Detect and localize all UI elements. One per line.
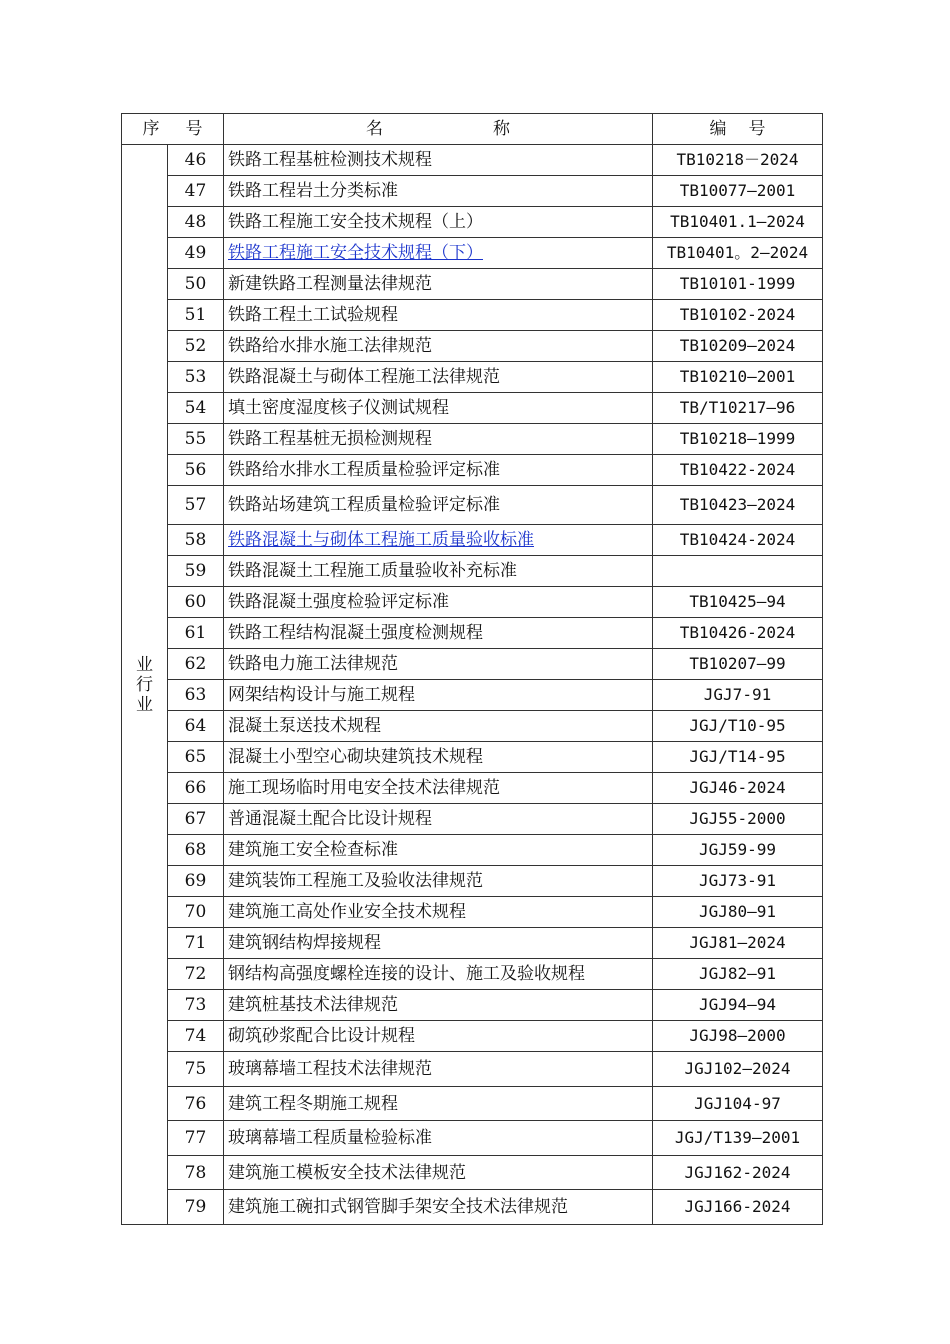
standard-name: 砌筑砂浆配合比设计规程 — [224, 1021, 653, 1052]
standard-code: JGJ/T14-95 — [653, 742, 823, 773]
standard-name: 建筑工程冬期施工规程 — [224, 1087, 653, 1121]
standard-code: TB10207—99 — [653, 649, 823, 680]
standard-name: 铁路工程结构混凝土强度检测规程 — [224, 618, 653, 649]
standard-code: JGJ81—2024 — [653, 928, 823, 959]
table-row — [122, 990, 823, 1021]
row-number: 47 — [168, 176, 224, 207]
standard-name: 建筑施工高处作业安全技术规程 — [224, 897, 653, 928]
standard-code: TB10401。2—2024 — [653, 238, 823, 269]
standard-code: JGJ/T10-95 — [653, 711, 823, 742]
standard-code: JGJ102—2024 — [653, 1052, 823, 1087]
row-number: 46 — [168, 145, 224, 176]
table-row — [122, 897, 823, 928]
standard-code: TB10424-2024 — [653, 525, 823, 556]
row-number: 79 — [168, 1190, 224, 1225]
table-row — [122, 207, 823, 238]
row-number: 51 — [168, 300, 224, 331]
table-header-row — [122, 114, 823, 145]
row-number: 70 — [168, 897, 224, 928]
standard-code: TB10425—94 — [653, 587, 823, 618]
table-row — [122, 587, 823, 618]
standard-code: TB10077—2001 — [653, 176, 823, 207]
standard-name: 铁路混凝土强度检验评定标准 — [224, 587, 653, 618]
row-number: 69 — [168, 866, 224, 897]
standard-code: JGJ80—91 — [653, 897, 823, 928]
row-number: 48 — [168, 207, 224, 238]
standard-name-cell — [224, 525, 653, 556]
category-char: 业 — [136, 654, 153, 675]
standard-name: 铁路混凝土工程施工质量验收补充标准 — [224, 556, 653, 587]
standard-code: JGJ94—94 — [653, 990, 823, 1021]
standard-name: 施工现场临时用电安全技术法律规范 — [224, 773, 653, 804]
row-number: 78 — [168, 1156, 224, 1190]
table-row — [122, 362, 823, 393]
table-row — [122, 269, 823, 300]
standard-name: 建筑施工模板安全技术法律规范 — [224, 1156, 653, 1190]
standard-name: 铁路电力施工法律规范 — [224, 649, 653, 680]
table-row — [122, 1087, 823, 1121]
table-row — [122, 711, 823, 742]
table-row — [122, 176, 823, 207]
standard-name: 建筑钢结构焊接规程 — [224, 928, 653, 959]
standard-code: JGJ82—91 — [653, 959, 823, 990]
standard-code: JGJ104-97 — [653, 1087, 823, 1121]
standard-code: TB10101-1999 — [653, 269, 823, 300]
table-row — [122, 486, 823, 525]
standard-name: 铁路站场建筑工程质量检验评定标准 — [224, 486, 653, 525]
table-row — [122, 556, 823, 587]
row-number: 72 — [168, 959, 224, 990]
standard-code: TB/T10217—96 — [653, 393, 823, 424]
standard-code: JGJ73-91 — [653, 866, 823, 897]
standard-name: 铁路混凝土与砌体工程施工法律规范 — [224, 362, 653, 393]
table-row — [122, 866, 823, 897]
standard-name: 铁路工程岩土分类标准 — [224, 176, 653, 207]
standard-name: 建筑施工安全检查标准 — [224, 835, 653, 866]
table-row — [122, 238, 823, 269]
standard-code: TB10218－2024 — [653, 145, 823, 176]
header-sequence: 序 号 — [122, 114, 224, 145]
standard-code: JGJ166-2024 — [653, 1190, 823, 1225]
table-row — [122, 742, 823, 773]
table-row — [122, 680, 823, 711]
row-number: 64 — [168, 711, 224, 742]
category-char: 业 — [136, 694, 153, 715]
table-row — [122, 1190, 823, 1225]
row-number: 73 — [168, 990, 224, 1021]
standard-code: TB10102-2024 — [653, 300, 823, 331]
table-row — [122, 649, 823, 680]
standard-name: 钢结构高强度螺栓连接的设计、施工及验收规程 — [224, 959, 653, 990]
row-number: 50 — [168, 269, 224, 300]
standard-name: 铁路给水排水施工法律规范 — [224, 331, 653, 362]
row-number: 60 — [168, 587, 224, 618]
standard-code: TB10426-2024 — [653, 618, 823, 649]
standard-name: 铁路工程基桩无损检测规程 — [224, 424, 653, 455]
table-row — [122, 773, 823, 804]
standard-code: JGJ/T139—2001 — [653, 1121, 823, 1156]
standard-code: TB10423—2024 — [653, 486, 823, 525]
row-number: 57 — [168, 486, 224, 525]
row-number: 62 — [168, 649, 224, 680]
row-number: 63 — [168, 680, 224, 711]
standard-name: 普通混凝土配合比设计规程 — [224, 804, 653, 835]
row-number: 61 — [168, 618, 224, 649]
row-number: 58 — [168, 525, 224, 556]
row-number: 65 — [168, 742, 224, 773]
standard-name-link[interactable]: 铁路工程施工安全技术规程（下） — [228, 243, 483, 263]
standard-name: 玻璃幕墙工程技术法律规范 — [224, 1052, 653, 1087]
standard-name-link[interactable]: 铁路混凝土与砌体工程施工质量验收标准 — [228, 530, 534, 550]
table-row — [122, 1052, 823, 1087]
standard-name: 铁路工程基桩检测技术规程 — [224, 145, 653, 176]
standard-code: TB10210—2001 — [653, 362, 823, 393]
standard-name: 玻璃幕墙工程质量检验标准 — [224, 1121, 653, 1156]
standard-name: 铁路工程施工安全技术规程（上） — [224, 207, 653, 238]
standard-name: 网架结构设计与施工规程 — [224, 680, 653, 711]
row-number: 59 — [168, 556, 224, 587]
table-body — [122, 145, 823, 1225]
row-number: 68 — [168, 835, 224, 866]
header-name: 名 称 — [224, 114, 653, 145]
category-cell — [122, 145, 168, 1225]
table-row — [122, 1021, 823, 1052]
standard-name: 铁路给水排水工程质量检验评定标准 — [224, 455, 653, 486]
row-number: 53 — [168, 362, 224, 393]
row-number: 76 — [168, 1087, 224, 1121]
standard-name: 填土密度湿度核子仪测试规程 — [224, 393, 653, 424]
row-number: 71 — [168, 928, 224, 959]
table-row — [122, 1156, 823, 1190]
standard-name: 新建铁路工程测量法律规范 — [224, 269, 653, 300]
standard-name: 混凝土泵送技术规程 — [224, 711, 653, 742]
row-number: 52 — [168, 331, 224, 362]
table-row — [122, 959, 823, 990]
row-number: 56 — [168, 455, 224, 486]
standards-table — [121, 113, 823, 1225]
row-number: 74 — [168, 1021, 224, 1052]
standard-code: TB10218—1999 — [653, 424, 823, 455]
standard-code: JGJ46-2024 — [653, 773, 823, 804]
standard-code: JGJ162-2024 — [653, 1156, 823, 1190]
table-row — [122, 331, 823, 362]
row-number: 55 — [168, 424, 224, 455]
table-row — [122, 928, 823, 959]
row-number: 67 — [168, 804, 224, 835]
standard-code: JGJ98—2000 — [653, 1021, 823, 1052]
row-number: 49 — [168, 238, 224, 269]
standard-code: JGJ55-2000 — [653, 804, 823, 835]
table-row — [122, 455, 823, 486]
table-row — [122, 424, 823, 455]
row-number: 66 — [168, 773, 224, 804]
standard-code — [653, 556, 823, 587]
standard-code: TB10422-2024 — [653, 455, 823, 486]
standard-code: TB10209—2024 — [653, 331, 823, 362]
table-row — [122, 393, 823, 424]
header-code: 编 号 — [653, 114, 823, 145]
standard-name: 建筑桩基技术法律规范 — [224, 990, 653, 1021]
table-row — [122, 300, 823, 331]
row-number: 75 — [168, 1052, 224, 1087]
table-row — [122, 835, 823, 866]
table-row — [122, 145, 823, 176]
standard-name: 建筑施工碗扣式钢管脚手架安全技术法律规范 — [224, 1190, 653, 1225]
standard-name: 混凝土小型空心砌块建筑技术规程 — [224, 742, 653, 773]
table-row — [122, 525, 823, 556]
table-row — [122, 1121, 823, 1156]
standard-code: JGJ7-91 — [653, 680, 823, 711]
standard-name: 铁路工程土工试验规程 — [224, 300, 653, 331]
row-number: 54 — [168, 393, 224, 424]
standard-name-cell — [224, 238, 653, 269]
standard-code: TB10401.1—2024 — [653, 207, 823, 238]
row-number: 77 — [168, 1121, 224, 1156]
table-row — [122, 804, 823, 835]
standard-name: 建筑装饰工程施工及验收法律规范 — [224, 866, 653, 897]
standard-code: JGJ59-99 — [653, 835, 823, 866]
table-row — [122, 618, 823, 649]
category-char: 行 — [136, 674, 153, 695]
